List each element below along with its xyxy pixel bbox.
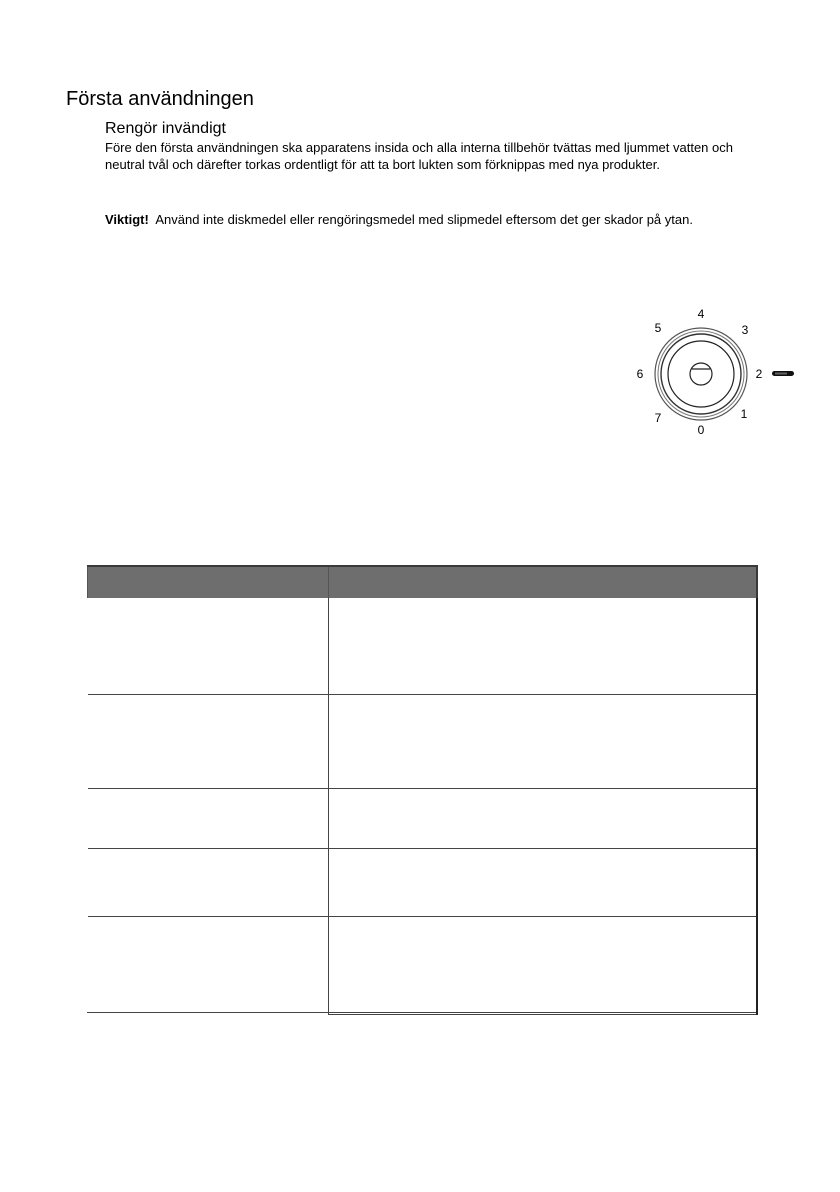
- table-cell: [88, 917, 329, 1015]
- table-row: [88, 917, 757, 1015]
- thermostat-dial: [620, 300, 810, 440]
- paragraph-line: Före den första användningen ska apparatens insida och alla interna tillbehör tvättas med ljummet vatten och: [105, 140, 733, 155]
- table-header-row: [88, 566, 757, 598]
- dial-number-2: 2: [755, 367, 763, 381]
- warning-text: Använd inte diskmedel eller rengöringsmedel med slipmedel eftersom det ger skador på ytan.: [155, 212, 693, 227]
- table-row: [88, 849, 757, 917]
- table-header-cell: [329, 566, 757, 598]
- table-cell: [329, 598, 757, 695]
- table-header-cell: [88, 566, 329, 598]
- table-cell: [329, 849, 757, 917]
- dial-graphic: [620, 300, 810, 440]
- paragraph-line: neutral tvål och därefter torkas ordentligt för att ta bort lukten som förknippas med nya produkter.: [105, 157, 660, 172]
- info-table: [87, 565, 758, 1015]
- table-cell: [329, 695, 757, 789]
- dial-number-4: 4: [697, 307, 705, 321]
- dial-number-1: 1: [740, 407, 748, 421]
- table-cell: [88, 695, 329, 789]
- table-cell: [88, 789, 329, 849]
- dial-number-0: 0: [697, 423, 705, 437]
- warning-label: Viktigt!: [105, 212, 149, 227]
- knob-icon: [690, 363, 712, 385]
- pointer-icon: [772, 371, 794, 376]
- dial-number-7: 7: [654, 411, 662, 425]
- warning-note: [105, 211, 693, 228]
- table-cell: [329, 917, 757, 1015]
- cleaning-subtitle: Rengör invändigt: [105, 120, 226, 137]
- table-cell: [329, 789, 757, 849]
- cleaning-paragraph: [105, 139, 805, 173]
- table-cell: [88, 849, 329, 917]
- table-bottom-rule: [87, 1012, 756, 1013]
- dial-number-3: 3: [741, 323, 749, 337]
- table-row: [88, 695, 757, 789]
- dial-number-6: 6: [636, 367, 644, 381]
- dial-number-5: 5: [654, 321, 662, 335]
- section-title: Första användningen: [66, 88, 254, 110]
- table-row: [88, 789, 757, 849]
- table-row: [88, 598, 757, 695]
- table-cell: [88, 598, 329, 695]
